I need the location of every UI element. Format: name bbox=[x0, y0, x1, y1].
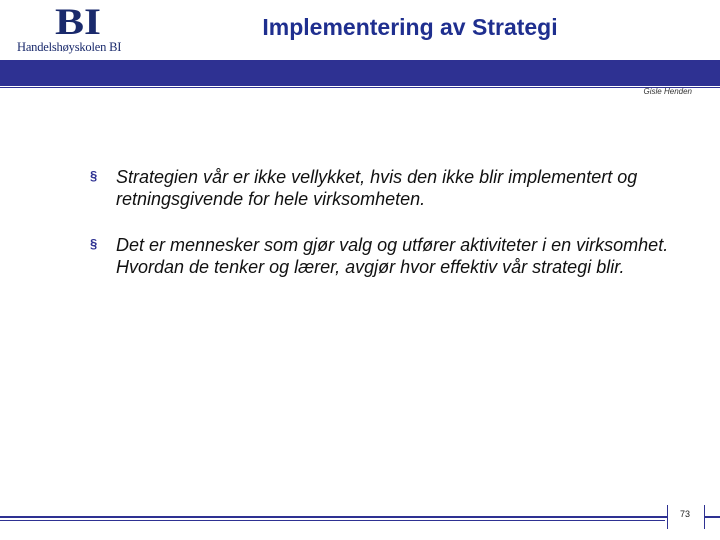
bullet-text: Det er mennesker som gjør valg og utfører aktiviteter i en virksomhet. Hvordan de tenker og lærer, avgjør hvor effektiv vår strategi blir. bbox=[116, 235, 669, 277]
bullet-marker-icon: § bbox=[90, 236, 98, 251]
bullet-text: Strategien vår er ikke vellykket, hvis den ikke blir implementert og retningsgivende for hele virksomheten. bbox=[116, 167, 638, 209]
bi-logo bbox=[14, 5, 138, 55]
bullet-item bbox=[90, 234, 670, 278]
header-band bbox=[0, 60, 720, 86]
logo-wordmark: Handelshøyskolen BI bbox=[17, 40, 122, 54]
footer-divider-thin bbox=[0, 520, 665, 521]
bullet-marker-icon: § bbox=[90, 168, 98, 183]
bullet-list bbox=[90, 166, 670, 302]
page-number: 73 bbox=[679, 509, 690, 519]
footer-divider bbox=[0, 516, 720, 518]
bullet-item bbox=[90, 166, 670, 210]
bi-logo-mark-text: BI bbox=[55, 5, 101, 37]
slide-title: Implementering av Strategi bbox=[262, 14, 558, 40]
bi-logo-mark bbox=[54, 5, 102, 37]
header-divider bbox=[0, 87, 720, 88]
author-label: Gisle Henden bbox=[643, 87, 692, 96]
